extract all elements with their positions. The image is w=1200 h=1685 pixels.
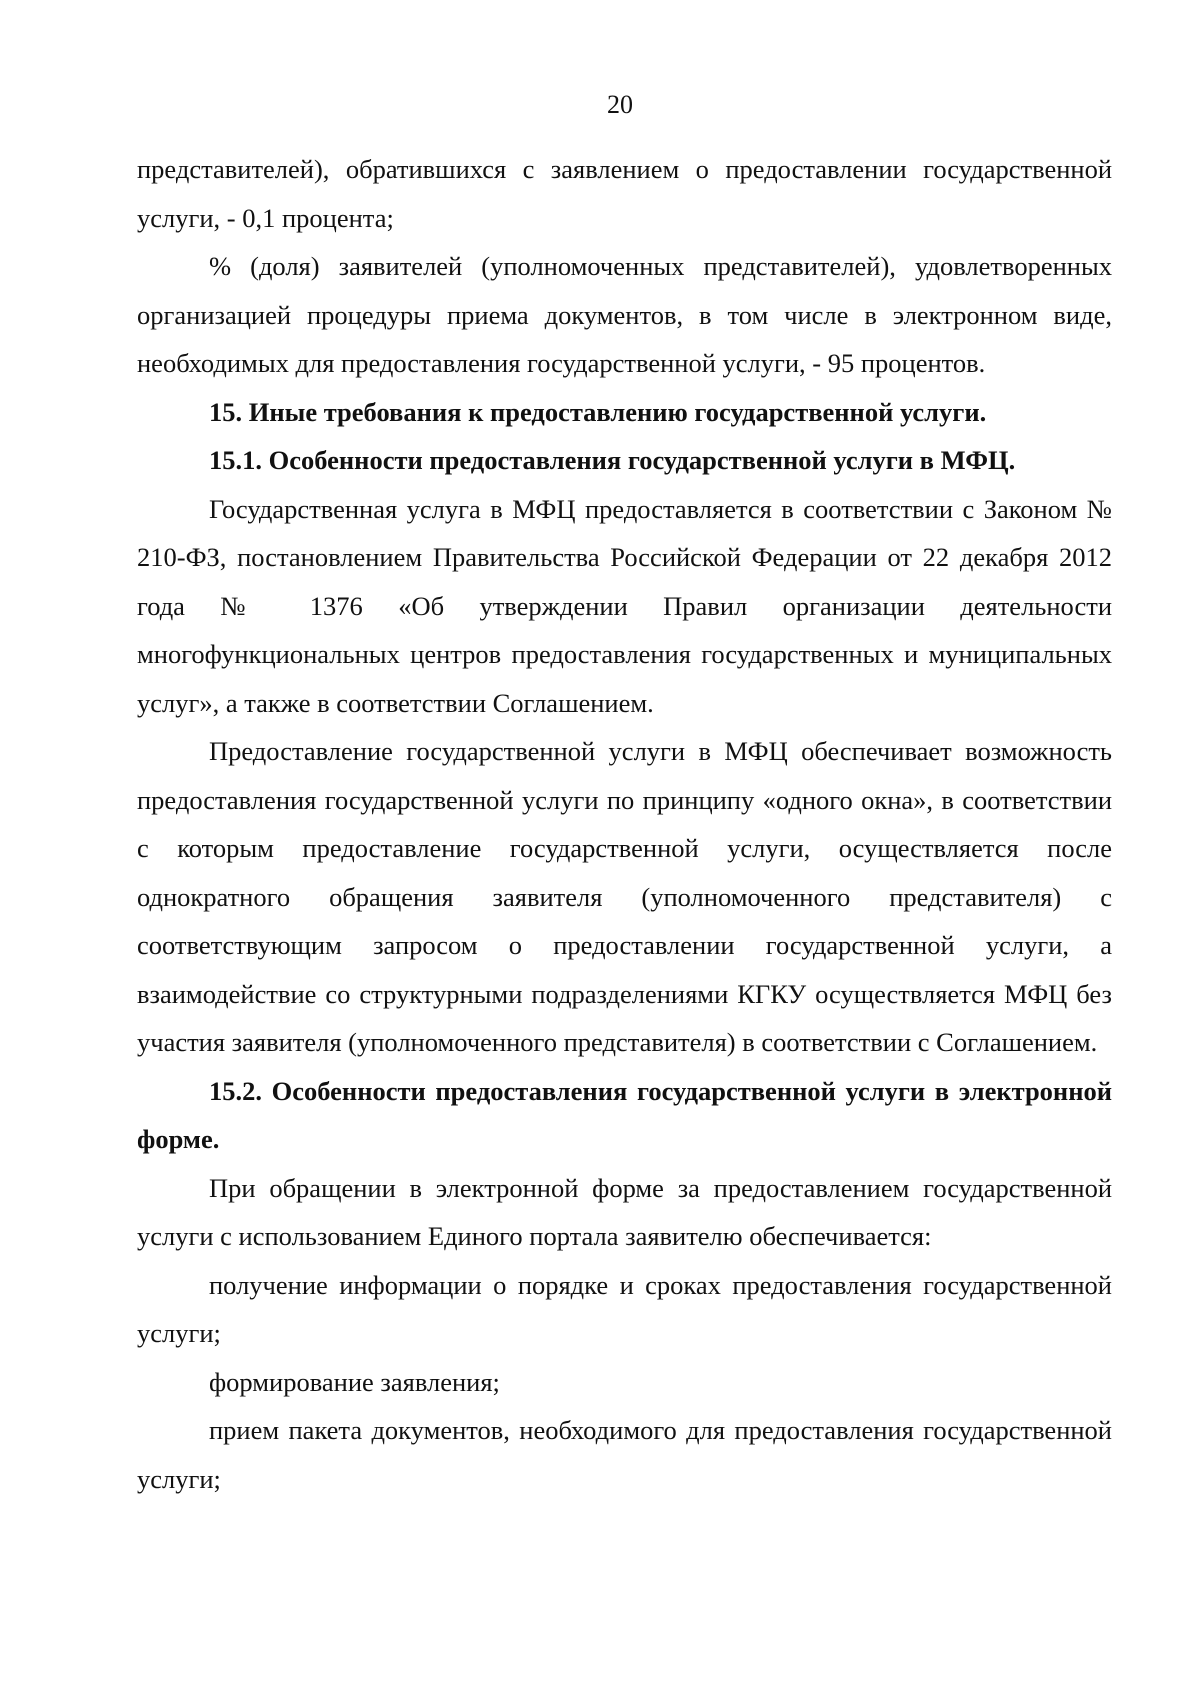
document-body	[137, 145, 1112, 1503]
paragraph-continuation: представителей), обратившихся с заявлением о предоставлении государственной услуги, - 0,1 процента;	[137, 154, 1112, 233]
paragraph-electronic-form-intro: При обращении в электронной форме за предоставлением государственной услуги с использованием Единого портала заявителю обеспечивается:	[137, 1172, 1112, 1251]
heading-section-15: 15. Иные требования к предоставлению государственной услуги.	[209, 396, 987, 427]
list-item-information: получение информации о порядке и сроках предоставления государственной услуги;	[137, 1269, 1112, 1348]
heading-section-15-2: 15.2. Особенности предоставления государственной услуги в электронной форме.	[137, 1075, 1112, 1154]
heading-section-15-1: 15.1. Особенности предоставления государственной услуги в МФЦ.	[209, 445, 1016, 475]
list-item-application: формирование заявления;	[209, 1366, 500, 1397]
paragraph-mfc-legal-basis: Государственная услуга в МФЦ предоставляется в соответствии с Законом № 210-ФЗ, постановлением Правительства Российской Федерации от 22 декабря 2012 года № 1376 «Об утверждении Правил организации деятельности многофункциональных центров предоставления государственных и муниципальных услуг», а также в соответствии Соглашением.	[137, 493, 1112, 718]
list-item-documents: прием пакета документов, необходимого для предоставления государственной услуги;	[137, 1415, 1112, 1494]
page-number: 20	[607, 90, 633, 119]
paragraph-one-window: Предоставление государственной услуги в МФЦ обеспечивает возможность предоставления государственной услуги по принципу «одного окна», в соответствии с которым предоставление государственной услуги, осуществляется после однократного обращения заявителя (уполномоченного представителя) с соответствующим запросом о предоставлении государственной услуги, а взаимодействие со структурными подразделениями КГКУ осуществляется МФЦ без участия заявителя (уполномоченного представителя) в соответствии с Соглашением.	[137, 736, 1112, 1057]
paragraph-share-satisfied: % (доля) заявителей (уполномоченных представителей), удовлетворенных организацией процедуры приема документов, в том числе в электронном виде, необходимых для предоставления государственной услуги, - 95 процентов.	[137, 251, 1112, 378]
